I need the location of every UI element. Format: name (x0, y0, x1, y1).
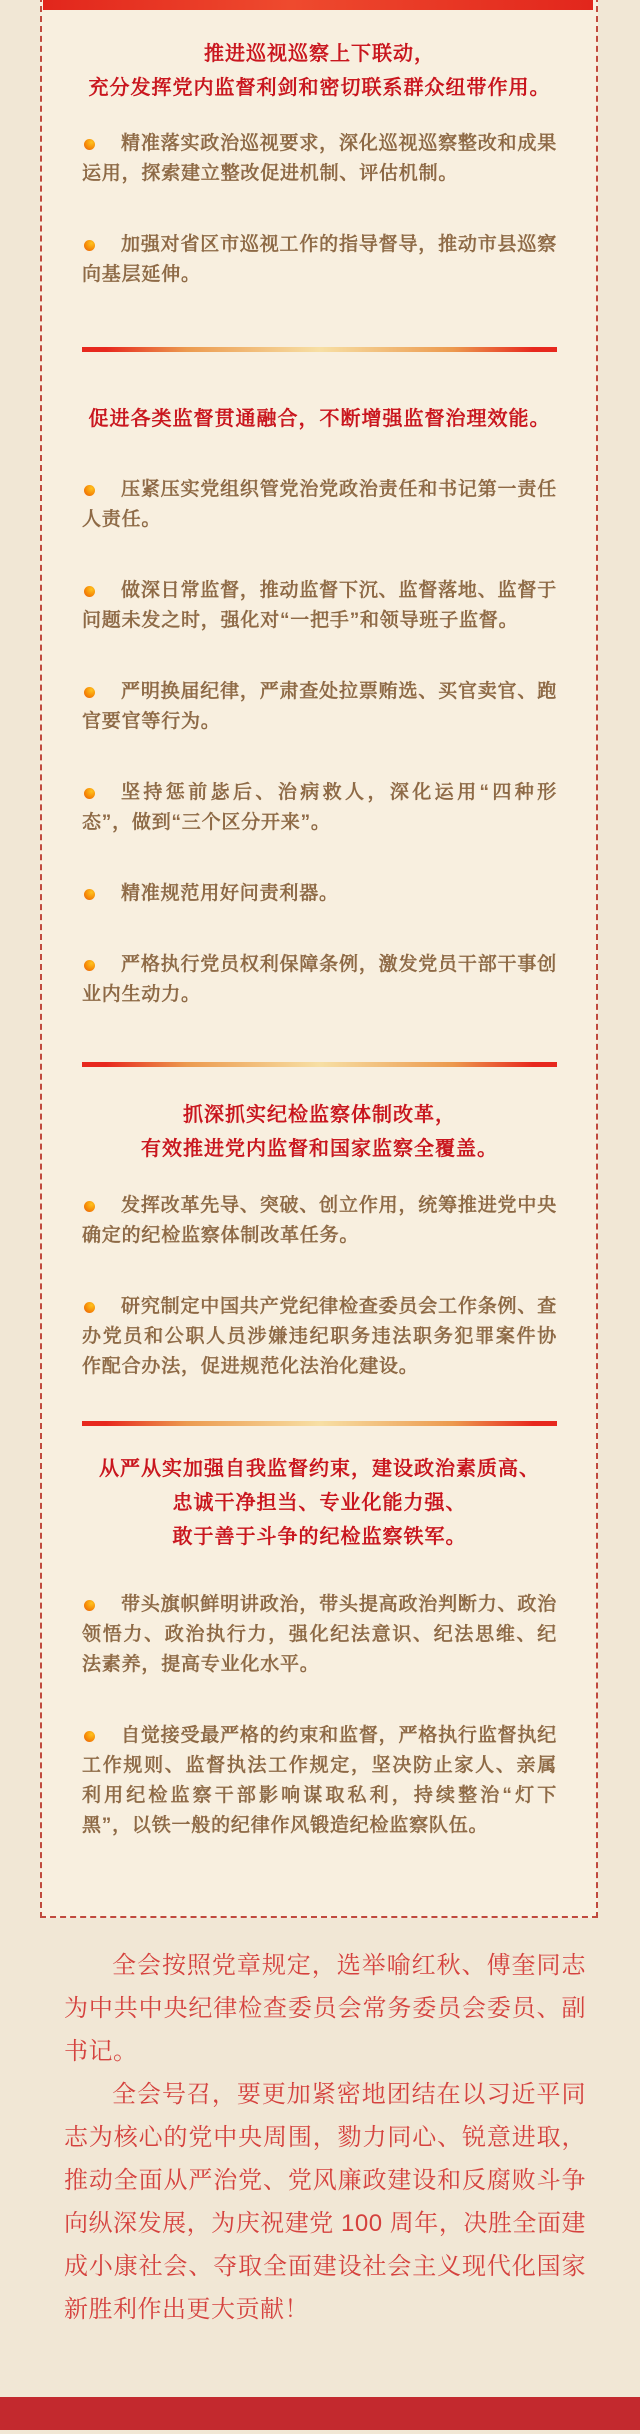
bullet-list (82, 475, 557, 1010)
section-self-supervision (82, 1452, 557, 1841)
bullet-dot-icon (84, 586, 95, 597)
bullet-item (82, 475, 557, 535)
section-title (82, 1098, 557, 1166)
bullet-text: 发挥改革先导、突破、创立作用，统筹推进党中央确定的纪检监察体制改革任务。 (82, 1195, 557, 1246)
section-system-reform (82, 1098, 557, 1382)
bullet-item (82, 1721, 557, 1841)
title-line: 推进巡视巡察上下联动， (204, 43, 435, 65)
bullet-item (82, 1292, 557, 1382)
bullet-dot-icon (84, 889, 95, 900)
bullet-text: 自觉接受最严格的约束和监督，严格执行监督执纪工作规则、监督执法工作规定，坚决防止家人、亲属利用纪检监察干部影响谋取私利，持续整治“灯下黑”，以铁一般的纪律作风锻造纪检监察队伍。 (82, 1725, 557, 1836)
footer-red-bar (0, 2397, 640, 2430)
bullet-text: 带头旗帜鲜明讲政治，带头提高政治判断力、政治领悟力、政治执行力，强化纪法意识、纪法思维、纪法素养，提高专业化水平。 (82, 1594, 557, 1675)
bullet-item (82, 576, 557, 636)
bullet-text: 严格执行党员权利保障条例，激发党员干部干事创业内生动力。 (82, 954, 557, 1005)
title-line: 忠诚干净担当、专业化能力强、 (172, 1492, 467, 1514)
bullet-text: 坚持惩前毖后、治病救人，深化运用“四种形态”，做到“三个区分开来”。 (82, 782, 557, 833)
title-line: 有效推进党内监督和国家监察全覆盖。 (141, 1138, 498, 1160)
bullet-text: 压紧压实党组织管党治党政治责任和书记第一责任人责任。 (82, 479, 557, 530)
section-divider (82, 1062, 557, 1067)
section-supervision-integration (82, 402, 557, 1010)
section-title (82, 37, 557, 105)
closing-paragraph-call: 全会号召，要更加紧密地团结在以习近平同志为核心的党中央周围，勠力同心、锐意进取，推动全面从严治党、党风廉政建设和反腐败斗争向纵深发展，为庆祝建党 100 周年，决胜全面建成小康社会、夺取全面建设社会主义现代化国家新胜利作出更大贡献！ (64, 2081, 586, 2323)
title-line: 促进各类监督贯通融合，不断增强监督治理效能。 (88, 408, 551, 430)
bullet-item (82, 778, 557, 838)
bullet-item (82, 950, 557, 1010)
bullet-dot-icon (84, 788, 95, 799)
bullet-dot-icon (84, 1600, 95, 1611)
bullet-text: 精准落实政治巡视要求，深化巡视巡察整改和成果运用，探索建立整改促进机制、评估机制。 (82, 133, 557, 184)
title-line: 敢于善于斗争的纪检监察铁军。 (172, 1526, 467, 1548)
bullet-item (82, 1191, 557, 1251)
section-title (82, 402, 557, 436)
bullet-item (82, 230, 557, 290)
bullet-dot-icon (84, 240, 95, 251)
section-title (82, 1452, 557, 1554)
content-card (40, 0, 598, 1918)
bullet-item (82, 129, 557, 189)
bullet-dot-icon (84, 1731, 95, 1742)
bullet-dot-icon (84, 687, 95, 698)
bullet-dot-icon (84, 139, 95, 150)
title-line: 从严从实加强自我监督约束，建设政治素质高、 (99, 1458, 540, 1480)
bullet-text: 加强对省区市巡视工作的指导督导，推动市县巡察向基层延伸。 (82, 234, 557, 285)
bullet-list (82, 129, 557, 290)
section-divider (82, 347, 557, 352)
section-inspection-linkage (82, 37, 557, 290)
bullet-text: 精准规范用好问责利器。 (121, 883, 339, 904)
bullet-list (82, 1590, 557, 1841)
title-line: 充分发挥党内监督利剑和密切联系群众纽带作用。 (88, 77, 551, 99)
bullet-text: 研究制定中国共产党纪律检查委员会工作条例、查办党员和公职人员涉嫌违纪职务违法职务犯罪案件协作配合办法，促进规范化法治化建设。 (82, 1296, 557, 1377)
bullet-text: 严明换届纪律，严肃查处拉票贿选、买官卖官、跑官要官等行为。 (82, 681, 557, 732)
bullet-list (82, 1191, 557, 1382)
bullet-item (82, 1590, 557, 1680)
section-divider (82, 1421, 557, 1426)
title-line: 抓深抓实纪检监察体制改革， (183, 1104, 456, 1126)
bullet-item (82, 677, 557, 737)
card-top-red-bar (43, 0, 593, 10)
bullet-dot-icon (84, 485, 95, 496)
bullet-dot-icon (84, 960, 95, 971)
bullet-text: 做深日常监督，推动监督下沉、监督落地、监督于问题未发之时，强化对“一把手”和领导班子监督。 (82, 580, 557, 631)
bullet-dot-icon (84, 1201, 95, 1212)
closing-paragraph-election: 全会按照党章规定，选举喻红秋、傅奎同志为中共中央纪律检查委员会常务委员会委员、副书记。 (64, 1952, 586, 2065)
bullet-item (82, 879, 557, 909)
closing-paragraphs (0, 1944, 640, 2331)
bullet-dot-icon (84, 1302, 95, 1313)
